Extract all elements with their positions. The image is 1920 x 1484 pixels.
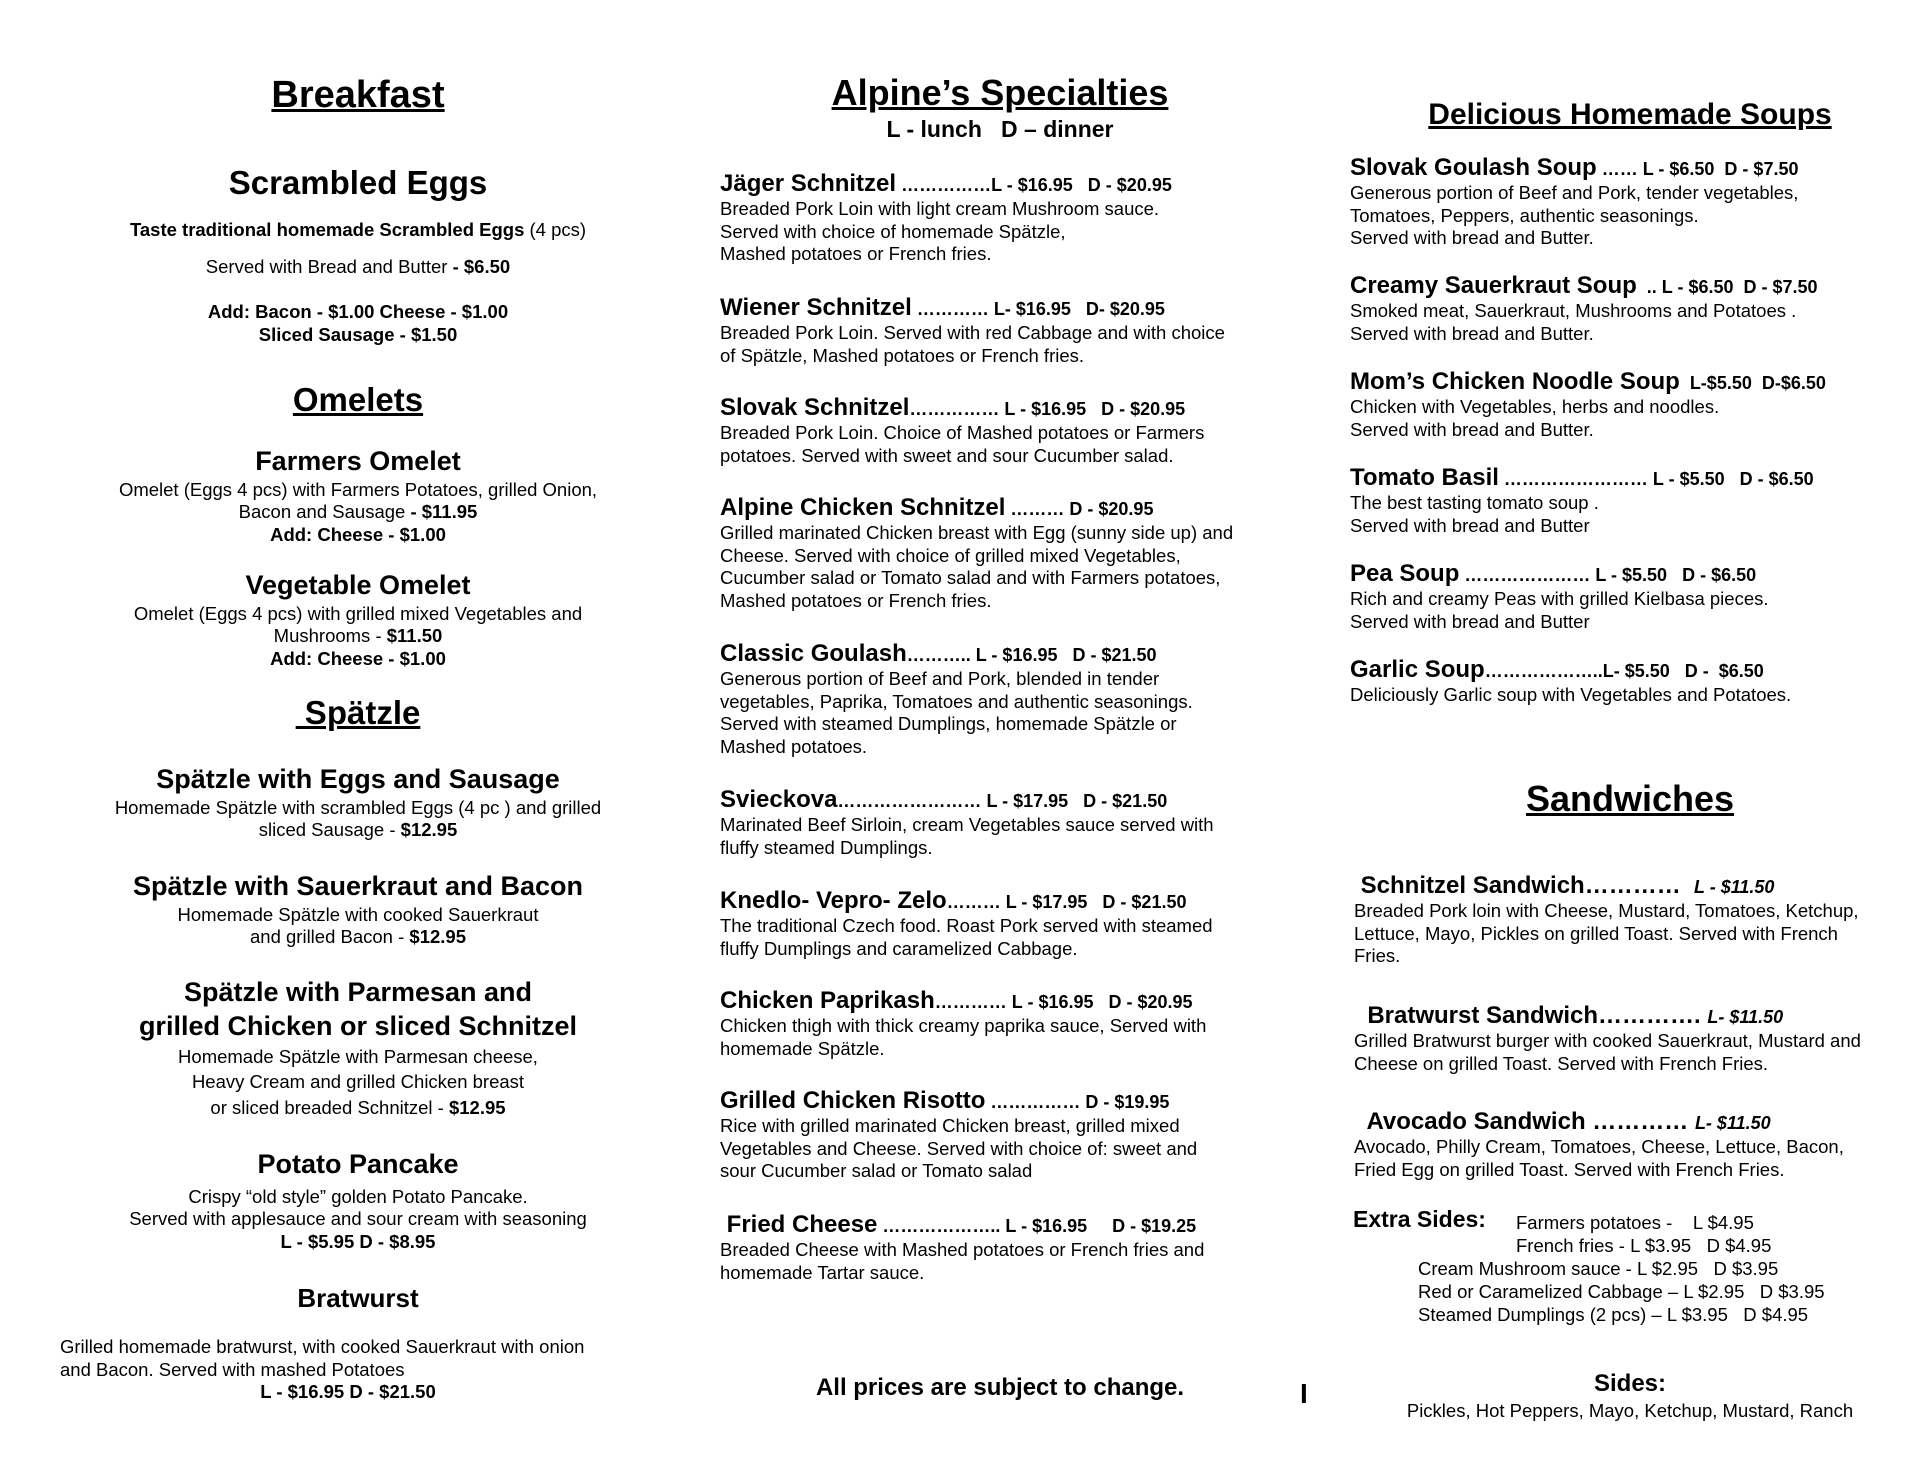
soup-desc: Smoked meat, Sauerkraut, Mushrooms and Potatoes . Served with bread and Butter. [1350,300,1797,344]
soup-name: Garlic Soup [1350,656,1485,683]
spatzle-eggs-desc: Homemade Spätzle with scrambled Eggs (4 pc ) and grilled sliced Sausage - $12.95 [114,796,602,841]
extra-sides-label: Extra Sides: [1353,1206,1486,1232]
specialty-name: Svieckova [720,786,838,813]
soup-desc: Rich and creamy Peas with grilled Kielbasa pieces. Served with bread and Butter [1350,588,1769,632]
specialty-dots: ……….. [906,645,976,665]
soup-price: …………………… L - $5.50 D - $6.50 [1498,469,1814,489]
specialty-item [720,887,1280,960]
specialty-header [720,394,1280,422]
specialty-dots: ……… [1005,499,1070,519]
specialty-item [720,294,1280,367]
specialty-dots: …………… [896,175,992,195]
specialty-dots: ……………….. [877,1216,1006,1236]
specialty-header [720,294,1280,322]
specialty-price: L - $16.95 D - $20.95 [991,175,1172,195]
specialty-desc: Breaded Pork Loin. Choice of Mashed potatoes or Farmers potatoes. Served with sweet and sour Cucumber salad. [720,422,1205,466]
bratwurst-desc: Grilled homemade bratwurst, with cooked Sauerkraut with onion and Bacon. Served with mashed Potatoes [60,1336,585,1380]
sandwiches-title: Sandwiches [1525,778,1735,819]
sandwich-desc: Grilled Bratwurst burger with cooked Sauerkraut, Mustard and Cheese on grilled Toast. Served with French Fries. [1354,1030,1861,1074]
specialty-header [720,887,1280,915]
specialty-price: L - $16.95 D - $20.95 [1004,399,1186,419]
sandwich-price: L - $11.50 [1694,877,1775,897]
specialty-header [720,1087,1280,1115]
specialty-price: L - $16.95 D - $19.25 [1005,1216,1197,1236]
specialty-dots: …………… [909,399,1005,419]
soup-name: Tomato Basil [1350,464,1499,491]
extra-side-5: Steamed Dumplings (2 pcs) – L $3.95 D $4.95 [1418,1304,1809,1325]
specialty-name: Grilled Chicken Risotto [720,1087,986,1114]
sandwich-name: Bratwurst Sandwich…………. [1354,1002,1708,1029]
soup-price: ………………… L - $5.50 D - $6.50 [1459,565,1757,585]
specialty-item [720,987,1280,1060]
stray-mark: I [1300,1378,1308,1409]
specialty-item [720,170,1280,266]
specialty-dots: ………… [911,299,994,319]
specialty-header [720,1211,1280,1239]
soup-item [1350,656,1910,707]
soup-header [1350,154,1910,182]
specialty-name: Alpine Chicken Schnitzel [720,494,1006,521]
specialty-header [720,987,1280,1015]
spatzle-parmesan-desc: Homemade Spätzle with Parmesan cheese, Heavy Cream and grilled Chicken breast or sliced breaded Schnitzel - $12.95 [178,1045,538,1118]
specialty-desc: Generous portion of Beef and Pork, blended in tender vegetables, Paprika, Tomatoes and authentic seasonings. Served with steamed Dumplings, homemade Spätzle or Mashed potatoes. [720,668,1193,757]
bratwurst-title: Bratwurst [297,1283,419,1313]
sandwich-desc: Avocado, Philly Cream, Tomatoes, Cheese, Lettuce, Bacon, Fried Egg on grilled Toast. Served with French Fries. [1354,1136,1844,1180]
specialty-dots: ………… [934,992,1012,1012]
farmers-omelet-desc: Omelet (Eggs 4 pcs) with Farmers Potatoes, grilled Onion, Bacon and Sausage - $11.95 Add: Cheese - $1.00 [118,478,598,545]
specialty-price: D - $19.95 [1085,1092,1170,1112]
spatzle-eggs-title: Spätzle with Eggs and Sausage [156,764,560,794]
specialty-item [720,786,1280,859]
soups-title: Delicious Homemade Soups [1428,98,1832,131]
extra-side-2: French fries - L $3.95 D $4.95 [1516,1235,1772,1256]
soup-price: ………………..L- $5.50 D - $6.50 [1484,661,1764,681]
specialty-price: L - $17.95 D - $21.50 [1005,892,1187,912]
spatzle-parmesan-title: Spätzle with Parmesan and grilled Chicken or sliced Schnitzel [138,977,578,1041]
soup-item [1350,154,1910,250]
specialty-header [720,640,1280,668]
sandwich-name: Schnitzel Sandwich………… [1354,872,1695,899]
soup-item [1350,464,1910,537]
sandwich-price: L- $11.50 [1707,1007,1784,1027]
specialty-dots: …………………… [837,791,987,811]
specialty-item [720,640,1280,758]
soup-desc: Chicken with Vegetables, herbs and noodles. Served with bread and Butter. [1350,396,1720,440]
spatzle-sauerkraut-desc: Homemade Spätzle with cooked Sauerkraut and grilled Bacon - $12.95 [177,903,539,948]
soup-name: Mom’s Chicken Noodle Soup [1350,368,1680,395]
soup-header [1350,272,1910,300]
sandwich-item [1354,872,1910,968]
breakfast-title: Breakfast [271,74,445,116]
specialty-item [720,394,1280,467]
soup-name: Pea Soup [1350,560,1460,587]
omelets-title: Omelets [292,381,424,418]
soup-name: Slovak Goulash Soup [1350,154,1597,181]
specialty-item [720,494,1280,612]
specialty-header [720,494,1280,522]
specialty-desc: Marinated Beef Sirloin, cream Vegetables sauce served with fluffy steamed Dumplings. [720,814,1214,858]
sandwich-price: L- $11.50 [1694,1113,1771,1133]
extra-side-4: Red or Caramelized Cabbage – L $2.95 D $3.95 [1418,1281,1825,1302]
soup-price: .. L - $6.50 D - $7.50 [1636,277,1818,297]
soup-price: …… L - $6.50 D - $7.50 [1596,159,1799,179]
specialty-header [720,170,1280,198]
scrambled-eggs-desc: Taste traditional homemade Scrambled Eggs (4 pcs) [129,219,587,240]
vegetable-omelet-desc: Omelet (Eggs 4 pcs) with grilled mixed Vegetables and Mushrooms - $11.50 Add: Cheese - $1.00 [133,602,583,669]
specialty-price: L - $16.95 D - $20.95 [1011,992,1193,1012]
specialty-item [720,1211,1280,1284]
specialty-name: Classic Goulash [720,640,907,667]
specialty-desc: Breaded Pork Loin with light cream Mushroom sauce. Served with choice of homemade Spätzle, Mashed potatoes or French fries. [720,198,1160,265]
price-disclaimer: All prices are subject to change. [815,1374,1185,1401]
scrambled-eggs-title: Scrambled Eggs [228,164,488,201]
specialty-name: Wiener Schnitzel [720,294,912,321]
specialty-name: Slovak Schnitzel [720,394,910,421]
specialty-desc: Chicken thigh with thick creamy paprika sauce, Served with homemade Spätzle. [720,1015,1207,1059]
soup-desc: Generous portion of Beef and Pork, tender vegetables, Tomatoes, Peppers, authentic seasonings. Served with bread and Butter. [1350,182,1799,249]
specialty-desc: The traditional Czech food. Roast Pork served with steamed fluffy Dumplings and caramelized Cabbage. [720,915,1213,959]
sandwich-desc: Breaded Pork loin with Cheese, Mustard, Tomatoes, Ketchup, Lettuce, Mayo, Pickles on grilled Toast. Served with French Fries. [1354,900,1859,967]
specialties-subtitle: L - lunch D – dinner [886,116,1114,142]
sandwich-header [1354,1002,1910,1030]
scrambled-eggs-served: Served with Bread and Butter - $6.50 [205,256,511,277]
specialty-dots: ……… [946,892,1006,912]
sandwich-name: Avocado Sandwich ………… [1354,1108,1695,1135]
potato-pancake-desc: Crispy “old style” golden Potato Pancake. Served with applesauce and sour cream with seasoning L - $5.95 D - $8.95 [129,1185,587,1252]
bratwurst-price: L - $16.95 D - $21.50 [260,1381,436,1403]
soup-header [1350,656,1910,684]
scrambled-eggs-addons: Add: Bacon - $1.00 Cheese - $1.00 Sliced Sausage - $1.50 [207,301,509,345]
soup-item [1350,272,1910,345]
sides-title: Sides: [1593,1370,1667,1397]
sandwich-item [1354,1002,1910,1075]
spatzle-sauerkraut-title: Spätzle with Sauerkraut and Bacon [132,871,584,901]
specialty-desc: Grilled marinated Chicken breast with Egg (sunny side up) and Cheese. Served with choice of grilled mixed Vegetables, Cucumber salad or Tomato salad and with Farmers potatoes, Mashed potatoes or French fries. [720,522,1234,611]
sandwich-header [1354,872,1910,900]
farmers-omelet-title: Farmers Omelet [255,446,461,476]
specialty-desc: Breaded Cheese with Mashed potatoes or French fries and homemade Tartar sauce. [720,1239,1205,1283]
soup-header [1350,368,1910,396]
specialty-item [720,1087,1280,1183]
specialty-header [720,786,1280,814]
soup-header [1350,560,1910,588]
specialty-desc: Breaded Pork Loin. Served with red Cabbage and with choice of Spätzle, Mashed potatoes or French fries. [720,322,1225,366]
sides-list: Pickles, Hot Peppers, Mayo, Ketchup, Mustard, Ranch [1406,1400,1854,1421]
specialty-dots: …………… [985,1092,1086,1112]
specialties-title: Alpine’s Specialties [831,72,1169,113]
extra-side-3: Cream Mushroom sauce - L $2.95 D $3.95 [1418,1258,1779,1279]
soup-name: Creamy Sauerkraut Soup [1350,272,1637,299]
specialty-name: Jäger Schnitzel [720,170,897,197]
potato-pancake-title: Potato Pancake [257,1149,459,1179]
specialty-price: D - $20.95 [1069,499,1154,519]
specialty-price: L- $16.95 D- $20.95 [993,299,1165,319]
vegetable-omelet-title: Vegetable Omelet [245,570,471,600]
soup-item [1350,560,1910,633]
sandwich-header [1354,1108,1910,1136]
specialty-price: L - $17.95 D - $21.50 [986,791,1168,811]
soup-item [1350,368,1910,441]
soup-price: L-$5.50 D-$6.50 [1679,373,1826,393]
specialty-price: L - $16.95 D - $21.50 [975,645,1157,665]
sandwich-item [1354,1108,1910,1181]
specialty-name: Chicken Paprikash [720,987,935,1014]
specialty-name: Knedlo- Vepro- Zelo [720,887,947,914]
spatzle-title: Spätzle [295,694,421,731]
specialty-name: Fried Cheese [720,1211,878,1238]
soup-desc: Deliciously Garlic soup with Vegetables and Potatoes. [1350,684,1792,705]
soup-header [1350,464,1910,492]
soup-desc: The best tasting tomato soup . Served with bread and Butter [1350,492,1599,536]
specialty-desc: Rice with grilled marinated Chicken breast, grilled mixed Vegetables and Cheese. Served with choice of: sweet and sour Cucumber salad or Tomato salad [720,1115,1198,1182]
extra-side-1: Farmers potatoes - L $4.95 [1516,1212,1754,1233]
